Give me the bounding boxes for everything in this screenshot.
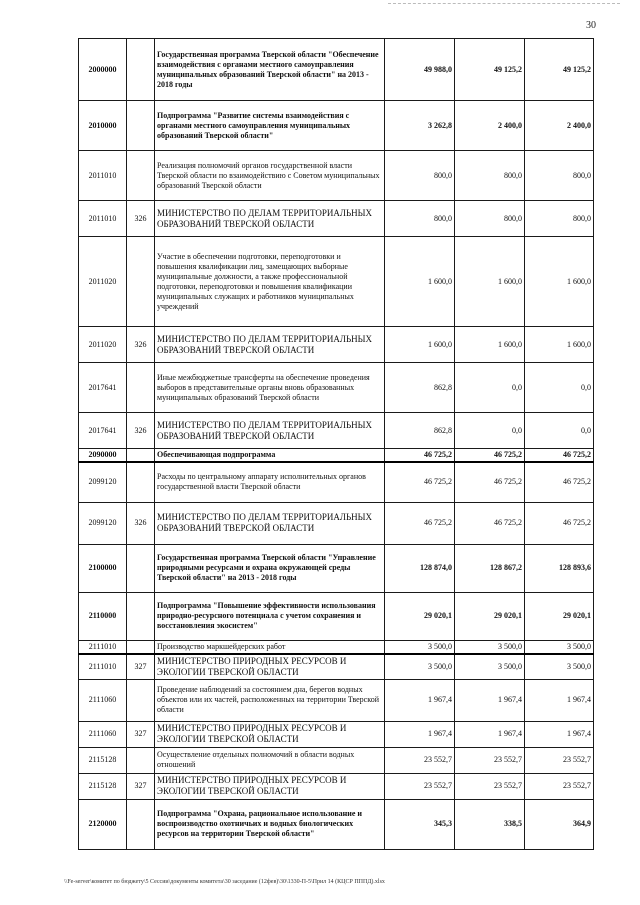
row-value-2018: 1 600,0 <box>525 237 594 327</box>
row-value-2016: 1 967,4 <box>385 721 455 747</box>
row-code: 2011020 <box>79 237 127 327</box>
row-value-2016: 3 262,8 <box>385 101 455 151</box>
row-department-code <box>127 679 155 721</box>
row-code: 2111060 <box>79 721 127 747</box>
row-value-2018: 29 020,1 <box>525 592 594 640</box>
row-value-2016: 46 725,2 <box>385 502 455 544</box>
row-value-2018: 800,0 <box>525 201 594 237</box>
row-code: 2111010 <box>79 640 127 654</box>
row-code: 2120000 <box>79 799 127 849</box>
row-code: 2017641 <box>79 363 127 413</box>
row-value-2018: 2 400,0 <box>525 101 594 151</box>
row-name: МИНИСТЕРСТВО ПРИРОДНЫХ РЕСУРСОВ И ЭКОЛОГИИ ТВЕРСКОЙ ОБЛАСТИ <box>155 654 385 680</box>
table-row <box>79 679 594 721</box>
row-value-2017: 0,0 <box>455 363 525 413</box>
row-value-2016: 23 552,7 <box>385 773 455 799</box>
row-value-2018: 0,0 <box>525 363 594 413</box>
row-value-2017: 23 552,7 <box>455 773 525 799</box>
table-row <box>79 640 594 654</box>
row-value-2018: 128 893,6 <box>525 544 594 592</box>
row-value-2017: 338,5 <box>455 799 525 849</box>
row-value-2016: 800,0 <box>385 151 455 201</box>
table-row <box>79 654 594 680</box>
row-department-code <box>127 799 155 849</box>
row-value-2016: 46 725,2 <box>385 462 455 502</box>
row-department-code <box>127 462 155 502</box>
row-department-code <box>127 747 155 773</box>
row-value-2016: 3 500,0 <box>385 654 455 680</box>
row-name: Участие в обеспечении подготовки, переподготовки и повышения квалификации лиц, замещающих выборные муниципальные должности, а также профессиональной подготовки, переподготовки и повышения квалификации муниципальных служащих и работников муниципальных учреждений <box>155 237 385 327</box>
row-code: 2099120 <box>79 502 127 544</box>
row-code: 2115128 <box>79 773 127 799</box>
top-rule <box>388 3 620 4</box>
row-name: Реализация полномочий органов государственной власти Тверской области по взаимодействию с Советом муниципальных образований Тверской области <box>155 151 385 201</box>
row-value-2017: 46 725,2 <box>455 449 525 463</box>
row-name: МИНИСТЕРСТВО ПО ДЕЛАМ ТЕРРИТОРИАЛЬНЫХ ОБРАЗОВАНИЙ ТВЕРСКОЙ ОБЛАСТИ <box>155 201 385 237</box>
row-department-code <box>127 449 155 463</box>
table-row <box>79 201 594 237</box>
row-value-2018: 46 725,2 <box>525 462 594 502</box>
row-department-code <box>127 151 155 201</box>
table-row <box>79 101 594 151</box>
row-value-2018: 46 725,2 <box>525 502 594 544</box>
table-row <box>79 39 594 101</box>
row-department-code <box>127 544 155 592</box>
row-value-2017: 2 400,0 <box>455 101 525 151</box>
table-row <box>79 721 594 747</box>
row-value-2016: 345,3 <box>385 799 455 849</box>
row-value-2018: 1 600,0 <box>525 327 594 363</box>
row-code: 2017641 <box>79 413 127 449</box>
page-number: 30 <box>586 20 596 31</box>
row-value-2018: 1 967,4 <box>525 679 594 721</box>
row-department-code <box>127 101 155 151</box>
row-code: 2011010 <box>79 201 127 237</box>
row-name: Государственная программа Тверской области "Обеспечение взаимодействия с органами местного самоуправления муниципальных образований Тверской области" на 2013 - 2018 годы <box>155 39 385 101</box>
row-value-2017: 46 725,2 <box>455 462 525 502</box>
row-value-2016: 128 874,0 <box>385 544 455 592</box>
row-value-2018: 1 967,4 <box>525 721 594 747</box>
row-value-2017: 46 725,2 <box>455 502 525 544</box>
row-value-2018: 800,0 <box>525 151 594 201</box>
row-code: 2099120 <box>79 462 127 502</box>
table-row <box>79 237 594 327</box>
row-value-2016: 862,8 <box>385 363 455 413</box>
table-row <box>79 363 594 413</box>
row-code: 2010000 <box>79 101 127 151</box>
row-value-2018: 23 552,7 <box>525 747 594 773</box>
row-value-2017: 49 125,2 <box>455 39 525 101</box>
row-value-2018: 364,9 <box>525 799 594 849</box>
row-value-2016: 3 500,0 <box>385 640 455 654</box>
row-value-2018: 3 500,0 <box>525 640 594 654</box>
row-value-2016: 29 020,1 <box>385 592 455 640</box>
row-name: Подпрограмма "Повышение эффективности использования природно-ресурсного потенциала с учетом сохранения и восстановления экосистем" <box>155 592 385 640</box>
row-department-code: 327 <box>127 721 155 747</box>
row-value-2018: 49 125,2 <box>525 39 594 101</box>
row-name: МИНИСТЕРСТВО ПРИРОДНЫХ РЕСУРСОВ И ЭКОЛОГИИ ТВЕРСКОЙ ОБЛАСТИ <box>155 773 385 799</box>
row-name: Осуществление отдельных полномочий в области водных отношений <box>155 747 385 773</box>
row-code: 2115128 <box>79 747 127 773</box>
row-value-2016: 862,8 <box>385 413 455 449</box>
table-row <box>79 799 594 849</box>
row-code: 2090000 <box>79 449 127 463</box>
table-row <box>79 449 594 463</box>
row-department-code: 326 <box>127 502 155 544</box>
row-value-2017: 800,0 <box>455 151 525 201</box>
row-value-2017: 23 552,7 <box>455 747 525 773</box>
row-code: 2111010 <box>79 654 127 680</box>
row-value-2018: 0,0 <box>525 413 594 449</box>
table-row <box>79 747 594 773</box>
table-row <box>79 327 594 363</box>
row-value-2016: 1 600,0 <box>385 327 455 363</box>
row-department-code <box>127 592 155 640</box>
row-value-2016: 1 967,4 <box>385 679 455 721</box>
row-value-2017: 1 967,4 <box>455 679 525 721</box>
row-name: Производство маркшейдерских работ <box>155 640 385 654</box>
table-row <box>79 413 594 449</box>
table-row <box>79 773 594 799</box>
row-department-code: 326 <box>127 201 155 237</box>
table-row <box>79 592 594 640</box>
row-department-code: 326 <box>127 413 155 449</box>
row-value-2017: 800,0 <box>455 201 525 237</box>
row-code: 2111060 <box>79 679 127 721</box>
file-path-footer: \\Fe-server\комитет по бюджету\5 Сессии\документы комитета\30 заседание (12фев)\30\1330-П-5\Прил 14 (КЦСР ПППД).xlsx <box>64 879 385 885</box>
row-value-2018: 46 725,2 <box>525 449 594 463</box>
row-code: 2000000 <box>79 39 127 101</box>
row-department-code <box>127 363 155 413</box>
row-name: Подпрограмма "Охрана, рациональное использование и воспроизводство охотничьих и водных биологических ресурсов на территории Тверской области" <box>155 799 385 849</box>
row-code: 2011020 <box>79 327 127 363</box>
row-value-2017: 1 600,0 <box>455 327 525 363</box>
row-value-2016: 1 600,0 <box>385 237 455 327</box>
row-name: Проведение наблюдений за состоянием дна, берегов водных объектов или их частей, расположенных на территории Тверской области <box>155 679 385 721</box>
row-name: Обеспечивающая подпрограмма <box>155 449 385 463</box>
row-name: МИНИСТЕРСТВО ПРИРОДНЫХ РЕСУРСОВ И ЭКОЛОГИИ ТВЕРСКОЙ ОБЛАСТИ <box>155 721 385 747</box>
table-row <box>79 462 594 502</box>
row-name: Подпрограмма "Развитие системы взаимодействия с органами местного самоуправления муниципальных образований Тверской области" <box>155 101 385 151</box>
table-row <box>79 544 594 592</box>
row-value-2017: 0,0 <box>455 413 525 449</box>
row-name: Иные межбюджетные трансферты на обеспечение проведения выборов в представительные органы вновь образованных муниципальных образований Тверской области <box>155 363 385 413</box>
row-value-2017: 128 867,2 <box>455 544 525 592</box>
row-department-code <box>127 237 155 327</box>
row-name: МИНИСТЕРСТВО ПО ДЕЛАМ ТЕРРИТОРИАЛЬНЫХ ОБРАЗОВАНИЙ ТВЕРСКОЙ ОБЛАСТИ <box>155 327 385 363</box>
row-department-code <box>127 39 155 101</box>
row-name: МИНИСТЕРСТВО ПО ДЕЛАМ ТЕРРИТОРИАЛЬНЫХ ОБРАЗОВАНИЙ ТВЕРСКОЙ ОБЛАСТИ <box>155 502 385 544</box>
row-code: 2011010 <box>79 151 127 201</box>
row-value-2017: 3 500,0 <box>455 654 525 680</box>
row-value-2016: 23 552,7 <box>385 747 455 773</box>
row-value-2017: 1 600,0 <box>455 237 525 327</box>
row-value-2016: 46 725,2 <box>385 449 455 463</box>
row-value-2018: 23 552,7 <box>525 773 594 799</box>
row-code: 2100000 <box>79 544 127 592</box>
row-name: Государственная программа Тверской области "Управление природными ресурсами и охрана окружающей среды Тверской области" на 2013 - 2018 годы <box>155 544 385 592</box>
row-department-code: 327 <box>127 654 155 680</box>
row-department-code: 326 <box>127 327 155 363</box>
row-name: Расходы по центральному аппарату исполнительных органов государственной власти Тверской области <box>155 462 385 502</box>
row-value-2018: 3 500,0 <box>525 654 594 680</box>
budget-table <box>78 38 594 850</box>
row-department-code: 327 <box>127 773 155 799</box>
row-value-2016: 800,0 <box>385 201 455 237</box>
row-value-2016: 49 988,0 <box>385 39 455 101</box>
row-value-2017: 3 500,0 <box>455 640 525 654</box>
row-department-code <box>127 640 155 654</box>
row-code: 2110000 <box>79 592 127 640</box>
row-value-2017: 29 020,1 <box>455 592 525 640</box>
table-row <box>79 502 594 544</box>
row-name: МИНИСТЕРСТВО ПО ДЕЛАМ ТЕРРИТОРИАЛЬНЫХ ОБРАЗОВАНИЙ ТВЕРСКОЙ ОБЛАСТИ <box>155 413 385 449</box>
row-value-2017: 1 967,4 <box>455 721 525 747</box>
table-row <box>79 151 594 201</box>
